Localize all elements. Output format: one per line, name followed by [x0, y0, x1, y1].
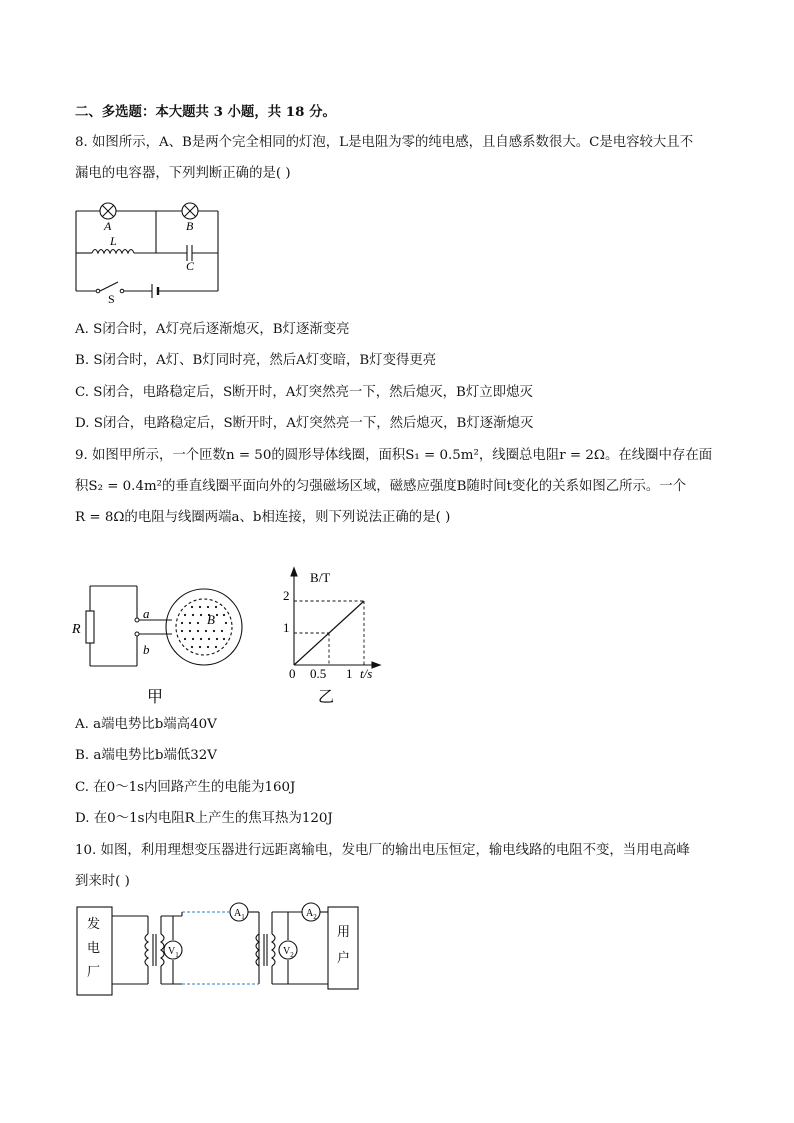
q9-option-b: B. a端电势比b端低32V — [75, 748, 217, 763]
q9-graph-ytick-2: 2 — [283, 588, 290, 603]
q8-option-a: A. S闭合时，A灯亮后逐渐熄灭，B灯逐渐变亮 — [75, 322, 350, 337]
q8-label-switch: S — [108, 292, 115, 304]
q8-option-c: C. S闭合，电路稳定后，S断开时，A灯突然亮一下，然后熄灭，B灯立即熄灭 — [75, 385, 533, 400]
q9-stem-line2: 积S₂ = 0.4m²的垂直线圈平面向外的匀强磁场区域，磁感应强度B随时间t变化的关系如图乙所示。一个 — [75, 479, 687, 494]
q9-caption-jia: 甲 — [147, 689, 164, 706]
q10-stem-line2: 到来时( ) — [75, 874, 130, 889]
q9-graph-xlabel: t/s — [360, 666, 373, 681]
q8-label-inductor: L — [110, 234, 117, 248]
q10-transmission-diagram — [72, 900, 364, 1000]
q9-option-d: D. 在0～1s内电阻R上产生的焦耳热为120J — [75, 811, 333, 826]
q9-figure-yi-graph — [280, 562, 390, 706]
q9-label-terminal-a: a — [143, 606, 150, 621]
q10-ammeter-a1: $A_1$ — [234, 908, 245, 921]
q9-magnetic-field-dots — [181, 606, 227, 648]
q10-voltmeter-v2: $V_2$ — [283, 946, 294, 959]
q8-stem-line2: 漏电的电容器，下列判断正确的是( ) — [75, 166, 291, 181]
q8-option-d: D. S闭合，电路稳定后，S断开时，A灯突然亮一下，然后熄灭，B灯逐渐熄灭 — [75, 416, 534, 431]
q8-circuit-diagram — [72, 196, 232, 304]
q9-graph-xtick-1: 1 — [346, 666, 353, 681]
q10-user-char-1: 用 — [337, 924, 351, 939]
q9-graph-ylabel: B/T — [310, 570, 331, 585]
q9-option-a: A. a端电势比b端高40V — [75, 717, 217, 732]
q10-voltmeter-v1: $V_1$ — [168, 946, 179, 959]
q9-graph-xtick-0.5: 0.5 — [310, 666, 327, 681]
q10-user-char-2: 户 — [337, 950, 351, 965]
q10-plant-char-1: 发 — [87, 916, 101, 931]
q9-caption-yi: 乙 — [318, 689, 335, 706]
q9-label-terminal-b: b — [143, 642, 150, 657]
q8-label-capacitor: C — [186, 259, 195, 273]
q9-graph-y-arrow — [291, 568, 297, 576]
q8-stem-line1: 8. 如图所示，A、B是两个完全相同的灯泡，L是电阻为零的纯电感，且自感系数很大。C是电容较大且不 — [75, 135, 694, 150]
q9-stem-line1: 9. 如图甲所示，一个匝数n = 50的圆形导体线圈，面积S₁ = 0.5m²，线圈总电阻r = 2Ω。在线圈中存在面 — [75, 448, 713, 463]
q9-graph-origin: 0 — [289, 666, 296, 681]
q10-stem-line1: 10. 如图，利用理想变压器进行远距离输电，发电厂的输出电压恒定，输电线路的电阻不变，当用电高峰 — [75, 843, 690, 858]
q8-label-lamp-b: B — [186, 219, 194, 233]
q8-option-b: B. S闭合时，A灯、B灯同时亮，然后A灯变暗，B灯变得更亮 — [75, 353, 437, 368]
q9-graph-ytick-1: 1 — [283, 620, 290, 635]
q9-figure-jia — [70, 576, 250, 706]
q10-plant-char-2: 电 — [87, 940, 101, 955]
q9-label-resistor: R — [72, 622, 81, 637]
section-header: 二、多选题：本大题共 3 小题，共 18 分。 — [75, 104, 336, 120]
q8-label-lamp-a: A — [104, 219, 112, 233]
q10-plant-char-3: 厂 — [87, 964, 101, 979]
q9-stem-line3: R = 8Ω的电阻与线圈两端a、b相连接，则下列说法正确的是( ) — [75, 510, 451, 525]
q9-option-c: C. 在0～1s内回路产生的电能为160J — [75, 780, 296, 795]
q9-graph-x-arrow — [372, 662, 380, 668]
q10-ammeter-a2: $A_2$ — [306, 908, 317, 921]
q9-label-field-b: B — [207, 612, 215, 627]
